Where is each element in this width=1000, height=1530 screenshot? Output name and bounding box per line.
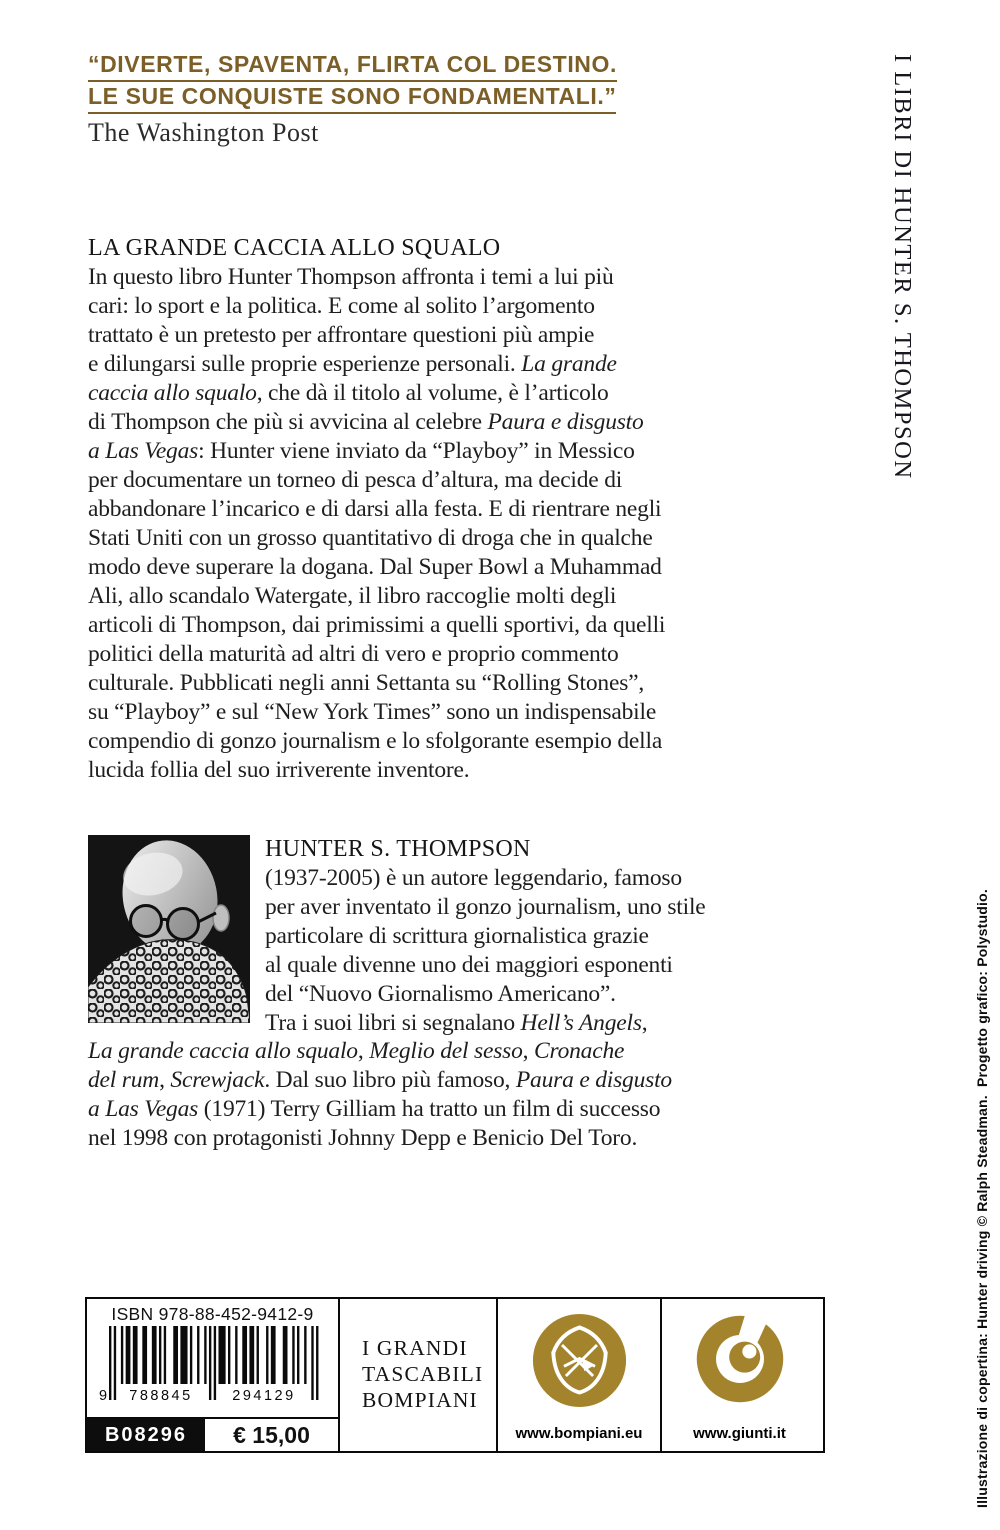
text-line: abbandonare l’incarico e di darsi alla festa. E di rientrare negli <box>88 496 662 522</box>
svg-text:788845: 788845 <box>128 1388 193 1404</box>
synopsis <box>88 233 836 785</box>
series-spine-title: I LIBRI DI HUNTER S. THOMPSON <box>889 54 916 480</box>
edition-code: B08296 <box>87 1419 205 1451</box>
text-line: Ali, allo scandalo Watergate, il libro raccoglie molti degli <box>88 583 617 609</box>
press-quote-attribution: The Washington Post <box>88 118 319 147</box>
text-line: articoli di Thompson, dai primissimi a quelli sportivi, da quelli <box>88 612 666 638</box>
text-line: (1937-2005) è un autore leggendario, famoso <box>265 865 682 891</box>
text-line: modo deve superare la dogana. Dal Super Bowl a Muhammad <box>88 554 662 580</box>
text-line: a Las Vegas: Hunter viene inviato da “Playboy” in Messico <box>88 438 635 464</box>
text-line: trattato è un pretesto per affrontare questioni più ampie <box>88 322 595 348</box>
bompiani-url: www.bompiani.eu <box>515 1425 643 1442</box>
series-line: TASCABILI <box>362 1362 484 1386</box>
text-line: In questo libro Hunter Thompson affronta i temi a lui più <box>88 264 614 290</box>
price-row <box>87 1417 338 1451</box>
series-line: I GRANDI <box>362 1336 468 1360</box>
bompiani-cell <box>496 1299 660 1451</box>
press-quote-line-2: LE SUE CONQUISTE SONO FONDAMENTALI.” <box>88 84 616 114</box>
cover-credits: Illustrazione di copertina: Hunter driving © Ralph Steadman. Progetto grafico: Polystudio. <box>974 889 990 1508</box>
text-line: particolare di scrittura giornalistica grazie <box>265 923 649 949</box>
text-line: nel 1998 con protagonisti Johnny Depp e Benicio Del Toro. <box>88 1125 638 1151</box>
text-line: a Las Vegas (1971) Terry Gilliam ha tratto un film di successo <box>88 1096 661 1122</box>
text-line: Stati Uniti con un grosso quantitativo di droga che in qualche <box>88 525 653 551</box>
barcode-cell <box>87 1299 338 1451</box>
text-line: Tra i suoi libri si segnalano Hell’s Angels, <box>265 1010 648 1036</box>
author-photo <box>88 835 250 1023</box>
text-line: culturale. Pubblicati negli anni Settanta su “Rolling Stones”, <box>88 670 645 696</box>
text-line: compendio di gonzo journalism e lo sfolgorante esempio della <box>88 728 663 754</box>
bompiani-logo-icon <box>531 1312 628 1409</box>
text-line: del “Nuovo Giornalismo Americano”. <box>265 981 616 1007</box>
giunti-cell <box>660 1299 817 1451</box>
author-bio-full-text <box>88 1037 848 1153</box>
text-line: caccia allo squalo, che dà il titolo al volume, è l’articolo <box>88 380 609 406</box>
text-line: politici della maturità ad altri di vero e proprio commento <box>88 641 619 667</box>
text-line: al quale divenne uno dei maggiori esponenti <box>265 952 673 978</box>
text-line: e dilungarsi sulle proprie esperienze personali. La grande <box>88 351 617 377</box>
text-line: di Thompson che più si avvicina al celebre Paura e disgusto <box>88 409 644 435</box>
author-bio-side-text <box>265 864 845 1038</box>
author-name: HUNTER S. THOMPSON <box>265 836 531 862</box>
footer-strip <box>85 1297 825 1453</box>
isbn-label: ISBN 978-88-452-9412-9 <box>111 1304 314 1324</box>
price: € 15,00 <box>233 1421 310 1448</box>
book-title: LA GRANDE CACCIA ALLO SQUALO <box>88 235 501 261</box>
text-line: lucida follia del suo irriverente inventore. <box>88 757 470 783</box>
text-line: La grande caccia allo squalo, Meglio del sesso, Cronache <box>88 1038 625 1064</box>
press-quote <box>88 52 617 148</box>
giunti-url: www.giunti.it <box>693 1425 786 1442</box>
series-line: BOMPIANI <box>362 1388 478 1412</box>
text-line: per documentare un torneo di pesca d’altura, ma decide di <box>88 467 623 493</box>
text-line: per aver inventato il gonzo journalism, uno stile <box>265 894 706 920</box>
text-line: su “Playboy” e sul “New York Times” sono un indispensabile <box>88 699 657 725</box>
svg-text:9: 9 <box>98 1388 110 1404</box>
press-quote-line-1: “DIVERTE, SPAVENTA, FLIRTA COL DESTINO. <box>88 52 617 82</box>
synopsis-text <box>88 263 836 785</box>
text-line: del rum, Screwjack. Dal suo libro più famoso, Paura e disgusto <box>88 1067 672 1093</box>
ean-barcode <box>99 1326 327 1406</box>
svg-text:294129: 294129 <box>231 1388 296 1404</box>
text-line: cari: lo sport e la politica. E come al solito l’argomento <box>88 293 595 319</box>
series-cell <box>338 1299 496 1451</box>
giunti-logo-icon <box>693 1312 787 1406</box>
author-bio-side <box>265 834 845 1038</box>
